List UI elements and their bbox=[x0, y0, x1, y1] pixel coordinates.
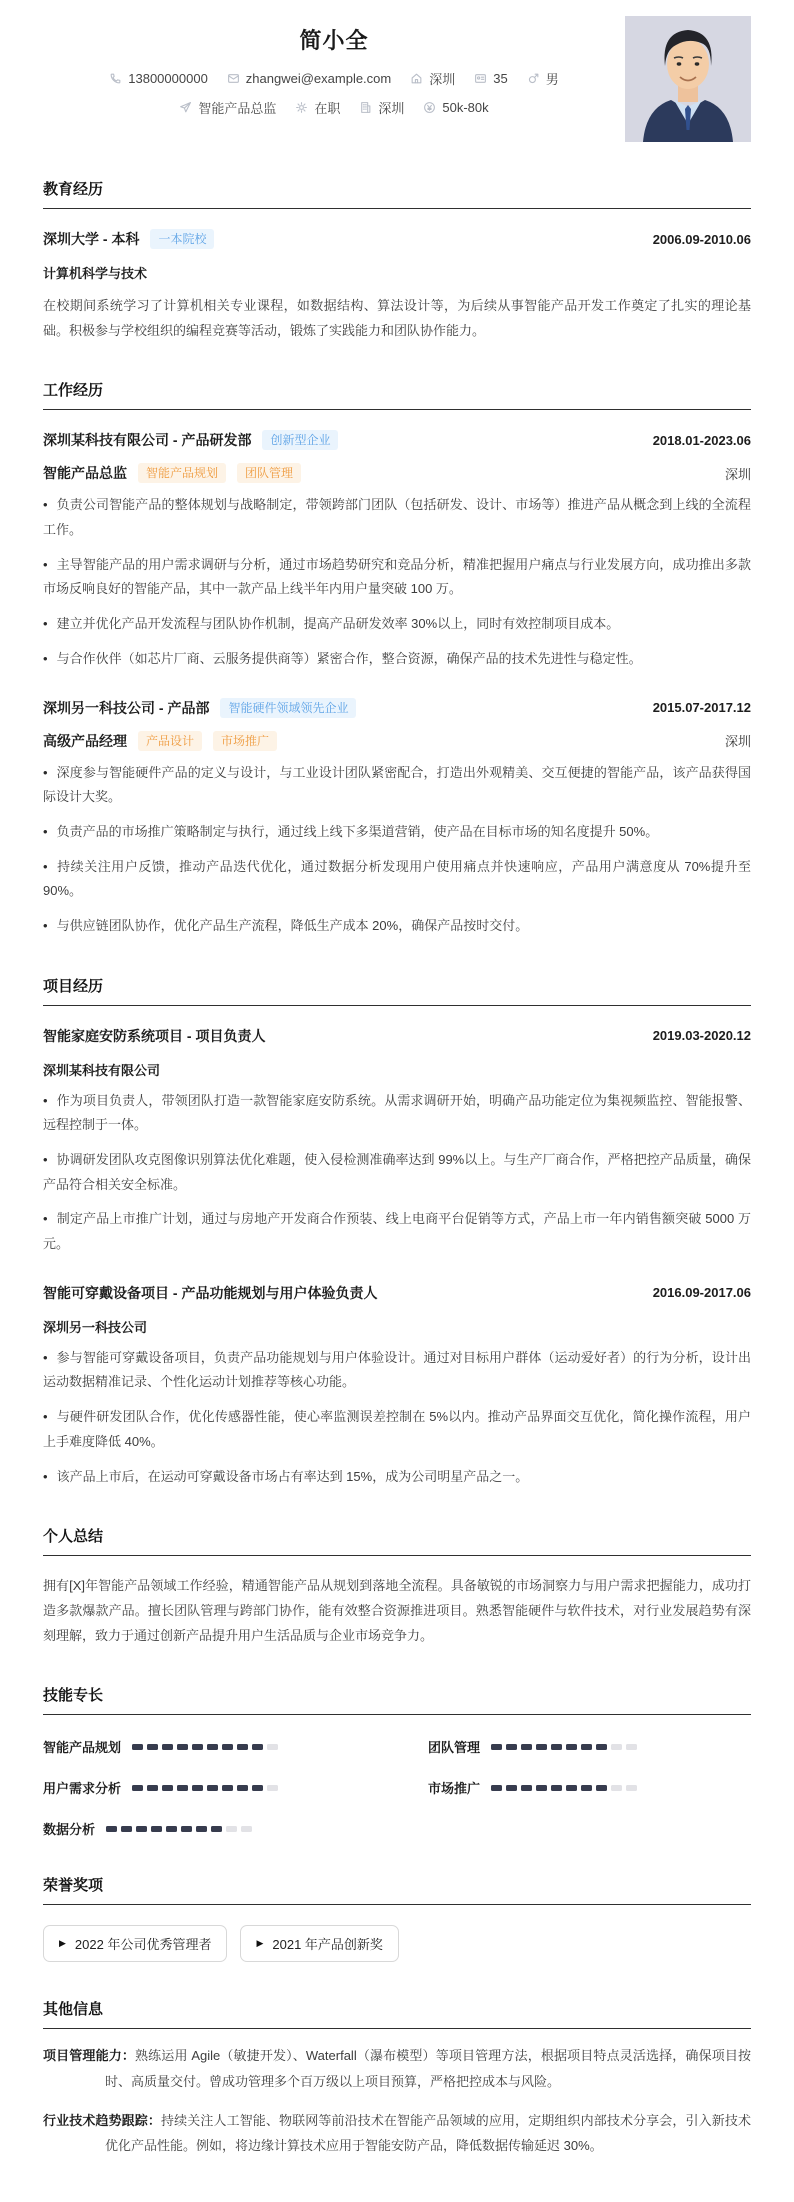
section-other bbox=[43, 1998, 751, 2158]
skill-segment bbox=[491, 1744, 502, 1750]
bullet-dot: • bbox=[43, 1211, 48, 1227]
bullet-dot: • bbox=[43, 1152, 48, 1167]
contact-phone-value: 13800000000 bbox=[128, 71, 208, 86]
project-2-date: 2016.09-2017.06 bbox=[652, 1285, 751, 1301]
other-item-label: 行业技术趋势跟踪： bbox=[43, 2112, 162, 2128]
phone-icon bbox=[109, 72, 122, 85]
skill-segment bbox=[151, 1826, 162, 1832]
project-1-company: 深圳某科技有限公司 bbox=[43, 1062, 161, 1078]
section-title-work: 工作经历 bbox=[43, 379, 751, 410]
skill-segment bbox=[147, 1744, 158, 1750]
bullet-dot: • bbox=[43, 917, 48, 933]
company-name: 深圳某科技有限公司 - 产品研发部 bbox=[43, 432, 252, 449]
company-name: 深圳另一科技公司 - 产品部 bbox=[43, 699, 210, 716]
skill-item bbox=[428, 1778, 751, 1797]
company-tag: 智能硬件领域领先企业 bbox=[220, 698, 356, 718]
project-bullet bbox=[43, 1089, 751, 1138]
bullet-dot: • bbox=[43, 1468, 48, 1484]
contact-location bbox=[410, 69, 455, 88]
education-desc: 在校期间系统学习了计算机相关专业课程，如数据结构、算法设计等，为后续从事智能产品开发工作奠定了扎实的理论基础。积极参与学校组织的编程竞赛等活动，锻炼了实践能力和团队协作能力。 bbox=[43, 298, 751, 338]
work-1-date: 2018.01-2023.06 bbox=[652, 432, 751, 448]
home-icon bbox=[410, 72, 423, 85]
project-1-head-row bbox=[43, 1026, 751, 1046]
skill-segment bbox=[181, 1826, 192, 1832]
contact-phone bbox=[109, 71, 208, 86]
skill-segment bbox=[566, 1744, 577, 1750]
skill-segment bbox=[177, 1785, 188, 1791]
honor-badge[interactable] bbox=[43, 1925, 227, 1962]
bullet-text: 与合作伙伴（如芯片厂商、云服务提供商等）紧密合作，整合资源，确保产品的技术先进性与稳定性。 bbox=[56, 650, 642, 666]
skill-segment bbox=[166, 1826, 177, 1832]
bullet-text: 与硬件研发团队合作，优化传感器性能，使心率监测误差控制在 5%以内。推动产品界面交互优化，简化操作流程，用户上手难度降低 40%。 bbox=[43, 1409, 751, 1449]
education-date: 2006.09-2010.06 bbox=[652, 231, 751, 247]
salary-icon bbox=[423, 101, 436, 114]
work-bullet bbox=[43, 493, 751, 542]
work-bullet bbox=[43, 820, 751, 845]
role-tag: 智能产品规划 bbox=[138, 463, 226, 483]
skill-segment bbox=[626, 1744, 637, 1750]
summary-text: 拥有[X]年智能产品领域工作经验，精通智能产品从规划到落地全流程。具备敏锐的市场洞察力与用户需求把握能力，成功打造多款爆款产品。擅长团队管理与跨部门协作，能有效整合资源推进项目。熟悉智能硬件与软件技术，对行业发展趋势有深刻理解，致力于通过创新产品提升用户生活品质与企业市场竞争力。 bbox=[43, 1578, 751, 1643]
skill-segment bbox=[222, 1785, 233, 1791]
skill-segment bbox=[596, 1744, 607, 1750]
skill-level-bar bbox=[132, 1744, 278, 1750]
honors-row bbox=[43, 1925, 751, 1962]
skill-name: 市场推广 bbox=[428, 1781, 481, 1797]
work-bullet bbox=[43, 855, 751, 904]
work-entry-2 bbox=[43, 698, 751, 939]
section-title-summary: 个人总结 bbox=[43, 1525, 751, 1556]
skill-segment bbox=[581, 1744, 592, 1750]
project-entry-2 bbox=[43, 1283, 751, 1489]
section-title-projects: 项目经历 bbox=[43, 975, 751, 1006]
skill-name: 智能产品规划 bbox=[43, 1740, 122, 1756]
bullet-dot: • bbox=[43, 616, 48, 632]
skill-segment bbox=[506, 1785, 517, 1791]
bullet-dot: • bbox=[43, 823, 48, 839]
project-bullet bbox=[43, 1346, 751, 1395]
bullet-dot: • bbox=[43, 764, 48, 780]
resume-header bbox=[43, 16, 751, 142]
section-title-honors: 荣誉奖项 bbox=[43, 1874, 751, 1905]
play-icon: ▶ bbox=[59, 1938, 66, 1949]
school-name: 深圳大学 - 本科 bbox=[43, 231, 140, 247]
bullet-text: 作为项目负责人，带领团队打造一款智能家庭安防系统。从需求调研开始，明确产品功能定位为集视频监控、智能报警、远程控制于一体。 bbox=[43, 1092, 751, 1133]
bullet-text: 该产品上市后，在运动可穿戴设备市场占有率达到 15%，成为公司明星产品之一。 bbox=[56, 1468, 529, 1484]
bullet-text: 参与智能可穿戴设备项目，负责产品功能规划与用户体验设计。通过对目标用户群体（运动爱好者）的行为分析，设计出运动数据精准记录、个性化运动计划推荐等核心功能。 bbox=[43, 1349, 751, 1390]
skill-segment bbox=[611, 1744, 622, 1750]
role-tag: 市场推广 bbox=[213, 731, 277, 751]
project-bullet bbox=[43, 1405, 751, 1454]
section-title-education: 教育经历 bbox=[43, 178, 751, 209]
skill-segment bbox=[581, 1785, 592, 1791]
project-entry-1 bbox=[43, 1026, 751, 1257]
work-bullet bbox=[43, 553, 751, 602]
honor-badge[interactable] bbox=[240, 1925, 398, 1962]
skills-grid bbox=[43, 1737, 751, 1838]
bullet-dot: • bbox=[43, 650, 48, 666]
section-projects bbox=[43, 975, 751, 1490]
skill-segment bbox=[211, 1826, 222, 1832]
project-1-date: 2019.03-2020.12 bbox=[652, 1028, 751, 1044]
skill-segment bbox=[521, 1785, 532, 1791]
header-main bbox=[43, 16, 625, 117]
gender-icon bbox=[527, 72, 540, 85]
profile-photo bbox=[625, 16, 751, 142]
skill-segment bbox=[626, 1785, 637, 1791]
work-entry-1 bbox=[43, 430, 751, 671]
bullet-text: 持续关注用户反馈，推动产品迭代优化，通过数据分析发现用户使用痛点并快速响应，产品用户满意度从 70%提升至 90%。 bbox=[43, 858, 751, 899]
contact-salary-value: 50k-80k bbox=[442, 100, 489, 115]
work-2-head-row bbox=[43, 698, 751, 718]
skill-segment bbox=[267, 1744, 278, 1750]
work-1-location: 深圳 bbox=[724, 466, 751, 482]
skill-segment bbox=[551, 1785, 562, 1791]
contact-age bbox=[474, 71, 507, 86]
bullet-dot: • bbox=[43, 858, 48, 874]
section-honors bbox=[43, 1874, 751, 1962]
work-bullet bbox=[43, 612, 751, 637]
section-skills bbox=[43, 1684, 751, 1838]
contact-gender-value: 男 bbox=[545, 72, 559, 87]
bullet-text: 协调研发团队攻克图像识别算法优化难题，使入侵检测准确率达到 99%以上。与生产厂商合作，严格把控产品质量，确保产品符合相关安全标准。 bbox=[43, 1152, 751, 1192]
skill-name: 用户需求分析 bbox=[43, 1781, 122, 1797]
bullet-text: 深度参与智能硬件产品的定义与设计，与工业设计团队紧密配合，打造出外观精美、交互便捷的智能产品，该产品获得国际设计大奖。 bbox=[43, 764, 751, 805]
skill-segment bbox=[252, 1744, 263, 1750]
skill-item bbox=[43, 1819, 366, 1838]
skill-segment bbox=[536, 1744, 547, 1750]
role-tag: 团队管理 bbox=[237, 463, 301, 483]
school-tag: 一本院校 bbox=[150, 229, 214, 249]
education-head-row bbox=[43, 229, 751, 249]
bullet-text: 建立并优化产品开发流程与团队协作机制，提高产品研发效率 30%以上，同时有效控制项目成本。 bbox=[56, 616, 620, 632]
skill-name: 数据分析 bbox=[43, 1822, 96, 1838]
work-2-location: 深圳 bbox=[724, 734, 751, 749]
contact-city bbox=[359, 98, 404, 117]
skill-item bbox=[428, 1737, 751, 1756]
bullet-dot: • bbox=[43, 1349, 48, 1365]
contact-salary bbox=[423, 100, 488, 115]
skill-segment bbox=[106, 1826, 117, 1832]
skill-segment bbox=[506, 1744, 517, 1750]
skill-segment bbox=[566, 1785, 577, 1791]
id-card-icon bbox=[474, 72, 487, 85]
skill-segment bbox=[192, 1785, 203, 1791]
skill-item bbox=[43, 1737, 366, 1756]
contact-email-value: zhangwei@example.com bbox=[245, 71, 392, 86]
work-2-role-row bbox=[43, 731, 751, 751]
building-icon bbox=[359, 101, 372, 114]
work-2-date: 2015.07-2017.12 bbox=[652, 700, 751, 715]
bullet-text: 负责公司智能产品的整体规划与战略制定，带领跨部门团队（包括研发、设计、市场等）推进产品从概念到上线的全流程工作。 bbox=[43, 497, 751, 538]
company-tag: 创新型企业 bbox=[262, 430, 338, 450]
work-bullet bbox=[43, 761, 751, 810]
paper-plane-icon bbox=[179, 101, 192, 114]
contact-email bbox=[227, 71, 391, 86]
role-title: 智能产品总监 bbox=[43, 465, 127, 482]
skill-segment bbox=[162, 1785, 173, 1791]
bullet-text: 负责产品的市场推广策略制定与执行，通过线上线下多渠道营销，使产品在目标市场的知名度提升 50%。 bbox=[56, 823, 659, 839]
skill-segment bbox=[147, 1785, 158, 1791]
skill-level-bar bbox=[491, 1785, 637, 1791]
project-2-head-row bbox=[43, 1283, 751, 1303]
work-bullet bbox=[43, 647, 751, 672]
skill-segment bbox=[177, 1744, 188, 1750]
role-title: 高级产品经理 bbox=[43, 732, 127, 749]
skill-item bbox=[43, 1778, 366, 1797]
work-1-head-row bbox=[43, 430, 751, 450]
project-bullet bbox=[43, 1207, 751, 1256]
other-item-text: 熟练运用 Agile（敏捷开发）、Waterfall（瀑布模型）等项目管理方法，根据项目特点灵活选择，确保项目按时、高质量交付。曾成功管理多个百万级以上项目预算，严格把控成本与风险。 bbox=[105, 2048, 751, 2089]
contact-city-value: 深圳 bbox=[378, 101, 405, 116]
other-item bbox=[43, 2108, 751, 2159]
skill-segment bbox=[241, 1826, 252, 1832]
contact-age-value: 35 bbox=[493, 71, 508, 86]
contact-status-value: 在职 bbox=[314, 101, 341, 116]
contact-location-value: 深圳 bbox=[429, 72, 456, 87]
other-item-text: 持续关注人工智能、物联网等前沿技术在智能产品领域的应用，定期组织内部技术分享会，引入新技术优化产品性能。例如，将边缘计算技术应用于智能安防产品，降低数据传输延迟 30%。 bbox=[105, 2112, 751, 2154]
skill-name: 团队管理 bbox=[428, 1740, 481, 1756]
skill-segment bbox=[162, 1744, 173, 1750]
section-work bbox=[43, 379, 751, 938]
contact-position-value: 智能产品总监 bbox=[198, 101, 277, 116]
candidate-name: 简小全 bbox=[299, 28, 369, 53]
section-title-other: 其他信息 bbox=[43, 1998, 751, 2029]
education-major: 计算机科学与技术 bbox=[43, 266, 148, 281]
skill-segment bbox=[207, 1785, 218, 1791]
project-name: 智能家庭安防系统项目 - 项目负责人 bbox=[43, 1027, 266, 1044]
section-title-skills: 技能专长 bbox=[43, 1684, 751, 1715]
skill-level-bar bbox=[106, 1826, 252, 1832]
bullet-dot: • bbox=[43, 1092, 48, 1108]
gear-icon bbox=[295, 101, 308, 114]
skill-segment bbox=[551, 1744, 562, 1750]
bullet-dot: • bbox=[43, 556, 48, 572]
skill-segment bbox=[237, 1744, 248, 1750]
bullet-dot: • bbox=[43, 497, 48, 513]
skill-segment bbox=[596, 1785, 607, 1791]
skill-segment bbox=[196, 1826, 207, 1832]
contact-position bbox=[179, 98, 276, 117]
role-tag: 产品设计 bbox=[138, 731, 202, 751]
bullet-text: 主导智能产品的用户需求调研与分析，通过市场趋势研究和竞品分析，精准把握用户痛点与行业发展方向，成功推出多款市场反响良好的智能产品，其中一款产品上线半年内用户量突破 100 万。 bbox=[43, 556, 751, 597]
project-bullet bbox=[43, 1148, 751, 1197]
skill-level-bar bbox=[132, 1785, 278, 1791]
skill-segment bbox=[121, 1826, 132, 1832]
skill-segment bbox=[611, 1785, 622, 1791]
skill-level-bar bbox=[491, 1744, 637, 1750]
skill-segment bbox=[491, 1785, 502, 1791]
project-name: 智能可穿戴设备项目 - 产品功能规划与用户体验负责人 bbox=[43, 1284, 378, 1301]
skill-segment bbox=[521, 1744, 532, 1750]
project-bullet bbox=[43, 1465, 751, 1490]
skill-segment bbox=[132, 1744, 143, 1750]
other-item-label: 项目管理能力： bbox=[43, 2048, 136, 2064]
skill-segment bbox=[192, 1744, 203, 1750]
section-summary bbox=[43, 1525, 751, 1648]
email-icon bbox=[227, 72, 240, 85]
profile-photo-illustration bbox=[625, 16, 751, 142]
work-bullet bbox=[43, 914, 751, 939]
contact-row-2 bbox=[43, 98, 625, 117]
bullet-text: 制定产品上市推广计划，通过与房地产开发商合作预装、线上电商平台促销等方式，产品上市一年内销售额突破 5000 万元。 bbox=[43, 1211, 751, 1252]
honor-label: 2021 年产品创新奖 bbox=[272, 1937, 383, 1953]
education-entry bbox=[43, 229, 751, 343]
skill-segment bbox=[226, 1826, 237, 1832]
bullet-text: 与供应链团队协作，优化产品生产流程，降低生产成本 20%，确保产品按时交付。 bbox=[56, 917, 529, 933]
contact-status bbox=[295, 98, 340, 117]
contact-gender bbox=[527, 69, 559, 88]
skill-segment bbox=[536, 1785, 547, 1791]
other-item bbox=[43, 2043, 751, 2094]
work-1-role-row bbox=[43, 463, 751, 483]
bullet-dot: • bbox=[43, 1409, 48, 1425]
skill-segment bbox=[252, 1785, 263, 1791]
play-icon: ▶ bbox=[256, 1938, 264, 1949]
skill-segment bbox=[267, 1785, 278, 1791]
project-2-company: 深圳另一科技公司 bbox=[43, 1319, 148, 1335]
honor-label: 2022 年公司优秀管理者 bbox=[74, 1937, 212, 1953]
skill-segment bbox=[132, 1785, 143, 1791]
skill-segment bbox=[136, 1826, 147, 1832]
skill-segment bbox=[207, 1744, 218, 1750]
section-education bbox=[43, 178, 751, 343]
skill-segment bbox=[222, 1744, 233, 1750]
skill-segment bbox=[237, 1785, 248, 1791]
contact-row-1 bbox=[43, 69, 625, 88]
